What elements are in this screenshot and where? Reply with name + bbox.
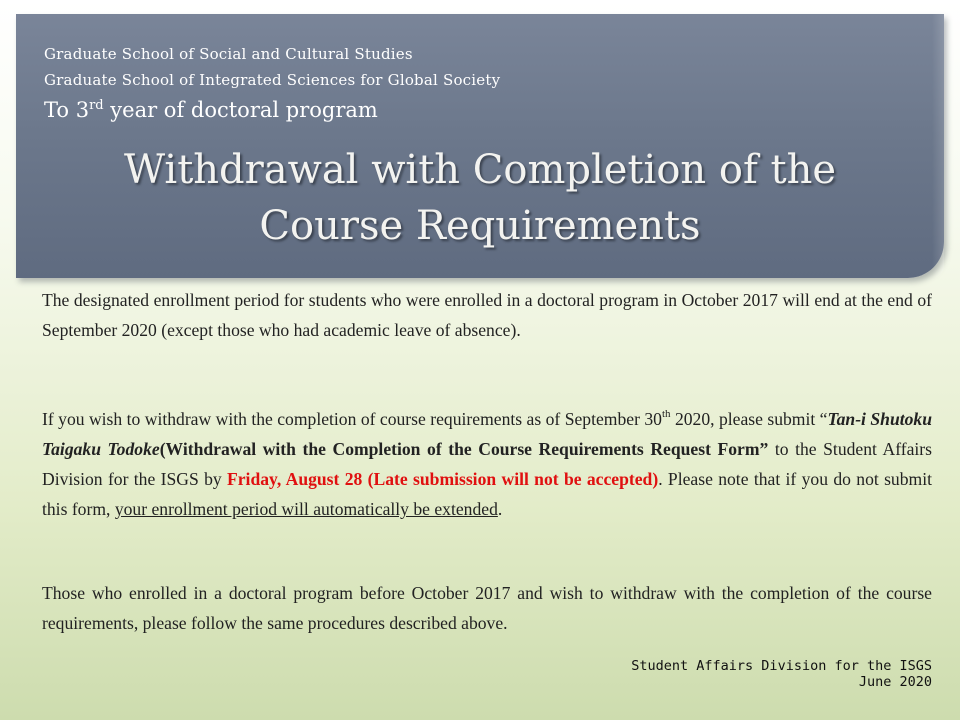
footer-signature: [631, 658, 932, 690]
audience-suffix: year of doctoral program: [103, 98, 378, 122]
title-line-1: Withdrawal with Completion of the: [123, 147, 836, 193]
instr-part-4: . Please note that if you do not submit this form,: [42, 469, 932, 519]
school-name-1: Graduate School of Social and Cultural Studies: [44, 45, 413, 63]
title-line-2: Course Requirements: [259, 203, 701, 249]
audience-line: [44, 98, 378, 122]
instr-part-1: If you wish to withdraw with the completion of course requirements as of September 30: [42, 409, 662, 429]
audience-prefix: To 3: [44, 98, 90, 122]
footer-date: June 2020: [858, 674, 932, 690]
page-title: [16, 142, 944, 254]
instr-part-3: to the Student Affairs Division for the ISGS by: [42, 439, 932, 489]
form-name-japanese: Tan-i Shutoku Taigaku Todoke: [42, 409, 932, 459]
auto-extension-warning: your enrollment period will automatically be extended: [114, 499, 498, 519]
instr-sup: th: [661, 408, 671, 420]
paragraph-earlier-enrollees: Those who enrolled in a doctoral program before October 2017 and wish to withdraw with the completion of the course requirements, please follow the same procedures described above.: [42, 583, 932, 633]
paragraph-withdrawal-instructions: [42, 404, 932, 524]
header-banner: [16, 14, 944, 278]
instr-part-5: .: [497, 499, 503, 519]
form-name-english: (Withdrawal with the Completion of the Course Requirements Request Form”: [159, 439, 769, 459]
paragraph-enrollment-period: The designated enrollment period for students who were enrolled in a doctoral program in October 2017 will end at the end of September 2020 (except those who had academic leave of absence).: [42, 290, 932, 340]
audience-sup: rd: [89, 98, 104, 113]
instr-part-2: 2020, please submit “: [670, 409, 828, 429]
footer-division: Student Affairs Division for the ISGS: [631, 658, 932, 674]
deadline-text: Friday, August 28 (Late submission will not be accepted): [227, 469, 659, 489]
school-name-2: Graduate School of Integrated Sciences for Global Society: [44, 71, 501, 89]
